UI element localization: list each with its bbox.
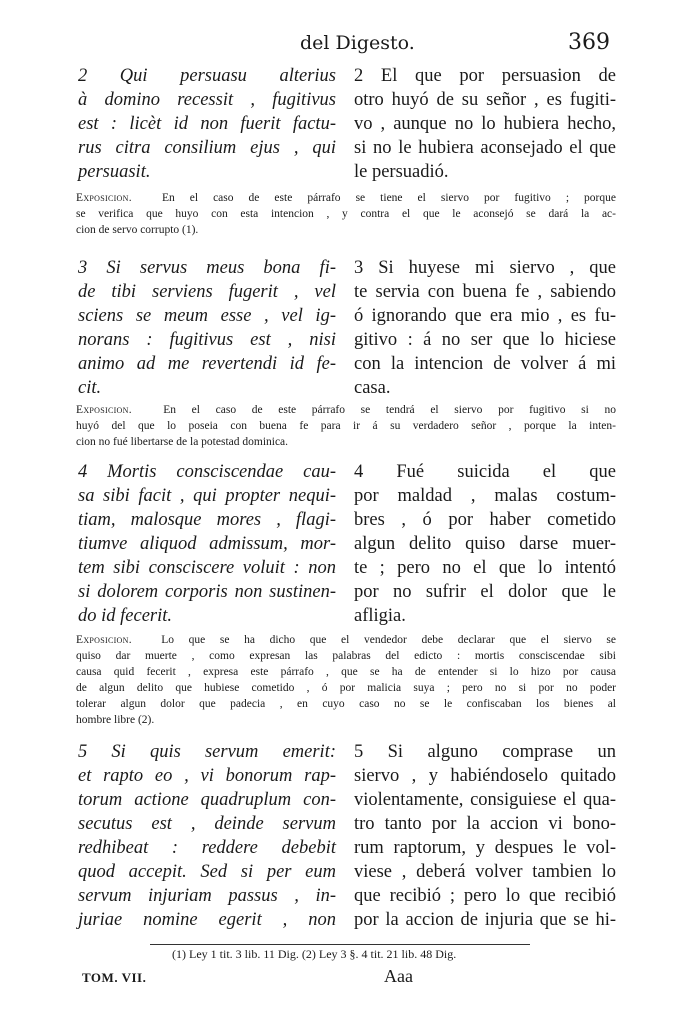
latin-line: redhibeat : reddere debebit [78,838,336,858]
latin-line: rus citra consilium ejus , qui [78,138,336,158]
exposition-4 [76,632,616,728]
spanish-line: por la accion de injuria que se hi- [354,910,616,930]
exposition-line: En el caso de este párrafo se tiene el siervo por fugitivo ; porque [161,192,616,204]
latin-paragraph-3 [78,256,336,400]
spanish-line: violentamente, consiguiese el qua- [354,790,616,810]
spanish-line: bres , ó por haber cometido [354,510,616,530]
footnote: (1) Ley 1 tit. 3 lib. 11 Dig. (2) Ley 3 §. 4 tit. 21 lib. 48 Dig. [172,947,457,961]
footnote-rule [150,944,530,945]
spanish-line: viese , deberá volver tambien lo [354,862,616,882]
latin-line: tem sibi consciscere voluit : non [78,558,336,578]
latin-line: cit. [78,378,102,398]
spanish-line: que recibió ; pero lo que recibió [354,886,616,906]
latin-line: torum actione quadruplum con- [78,790,336,810]
spanish-line: te servia con buena fe , sabiendo [354,282,616,302]
spanish-line: ó ignorando que era mio , es fu- [354,306,616,326]
latin-line: juriae nomine egerit , non [78,910,336,930]
spanish-line: 2 El que por persuasion de [354,66,616,86]
spanish-line: tro tanto por la accion vi bono- [354,814,616,834]
tome-label: TOM. VII. [82,970,147,985]
spanish-line: por maldad , malas costum- [354,486,616,506]
spanish-paragraph-5 [354,740,616,932]
signature-mark: Aaa [384,966,413,986]
latin-line: de tibi serviens fugerit , vel [78,282,336,302]
exposition-label: Exposicion. [76,634,132,646]
exposition-line: se verifica que huyo con esta intencion , y contra el que le aconsejó se dará la ac- [76,208,616,220]
spanish-line: 5 Si alguno comprase un [354,742,616,762]
exposition-line: tolerar algun dolor que padecia , en cuyo caso no se le confiscaban los bienes al [76,698,616,710]
latin-line: 2 Qui persuasu alterius [78,66,336,86]
latin-line: sa sibi facit , qui propter nequi- [78,486,336,506]
exposition-line: huyó del que lo poseia con buena fe para ir á su verdadero señor , porque la inten- [76,420,616,432]
latin-paragraph-4 [78,460,336,628]
latin-line: secutus est , deinde servum [78,814,336,834]
latin-line: servum injuriam passus , in- [78,886,336,906]
spanish-line: rum raptorum, y despues le vol- [354,838,616,858]
spanish-line: otro huyó de su señor , es fugiti- [354,90,616,110]
exposition-line: causa quid fecerit , expresa este párrafo , que se ha de entender si lo hizo por causa [76,666,616,678]
latin-line: tiam, malosque mores , flagi- [78,510,336,530]
spanish-line: gitivo : á no ser que lo hiciese [354,330,616,350]
spanish-line: con la intencion de volver á mi [354,354,616,374]
spanish-paragraph-2 [354,64,616,184]
running-head: del Digesto. [300,32,415,54]
spanish-line: le persuadió. [354,162,449,182]
latin-line: do id fecerit. [78,606,173,626]
latin-line: animo ad me revertendi id fe- [78,354,336,374]
exposition-line: de algun delito que hubiese cometido , ó por malicia suya ; pero no si por no poder [76,682,616,694]
latin-line: persuasit. [78,162,151,182]
exposition-line: En el caso de este párrafo se tendrá el siervo por fugitivo si no [163,404,616,416]
latin-line: si dolorem corporis non sustinen- [78,582,336,602]
latin-line: sciens se meum esse , vel ig- [78,306,336,326]
spanish-line: 4 Fué suicida el que [354,462,616,482]
latin-paragraph-2 [78,64,336,184]
latin-line: et rapto eo , vi bonorum rap- [78,766,336,786]
latin-line: quod accepit. Sed si per eum [78,862,336,882]
spanish-line: por no sufrir el dolor que le [354,582,616,602]
latin-line: 4 Mortis consciscendae cau- [78,462,336,482]
exposition-line: hombre libre (2). [76,714,155,726]
latin-line: est : licèt id non fuerit factu- [78,114,336,134]
spanish-line: 3 Si huyese mi siervo , que [354,258,616,278]
spanish-paragraph-3 [354,256,616,400]
exposition-line: quiso dar muerte , como expresan las palabras del edicto : mortis consciscendae sibi [76,650,616,662]
spanish-line: vo , aunque no lo hubiera hecho, [354,114,616,134]
latin-line: tiumve aliquod admissum, mor- [78,534,336,554]
exposition-2 [76,190,616,238]
spanish-line: afligia. [354,606,406,626]
exposition-line: cion no fué libertarse de la potestad dominica. [76,436,289,448]
latin-line: 5 Si quis servum emerit: [78,742,336,762]
exposition-label: Exposicion. [76,404,132,416]
latin-line: norans : fugitivus est , nisi [78,330,336,350]
spanish-paragraph-4 [354,460,616,628]
spanish-line: casa. [354,378,391,398]
spanish-line: te ; pero no el que lo intentó [354,558,616,578]
spanish-line: algun delito quiso darse muer- [354,534,616,554]
exposition-label: Exposicion. [76,192,132,204]
latin-line: 3 Si servus meus bona fi- [78,258,336,278]
exposition-line: cion de servo corrupto (1). [76,224,199,236]
spanish-line: siervo , y habiéndoselo quitado [354,766,616,786]
latin-line: à domino recessit , fugitivus [78,90,336,110]
exposition-line: Lo que se ha dicho que el vendedor debe declarar que el siervo se [161,634,617,646]
spanish-line: si no le hubiera aconsejado el que [354,138,616,158]
latin-paragraph-5 [78,740,336,932]
exposition-3 [76,402,616,450]
page-number: 369 [568,30,610,55]
